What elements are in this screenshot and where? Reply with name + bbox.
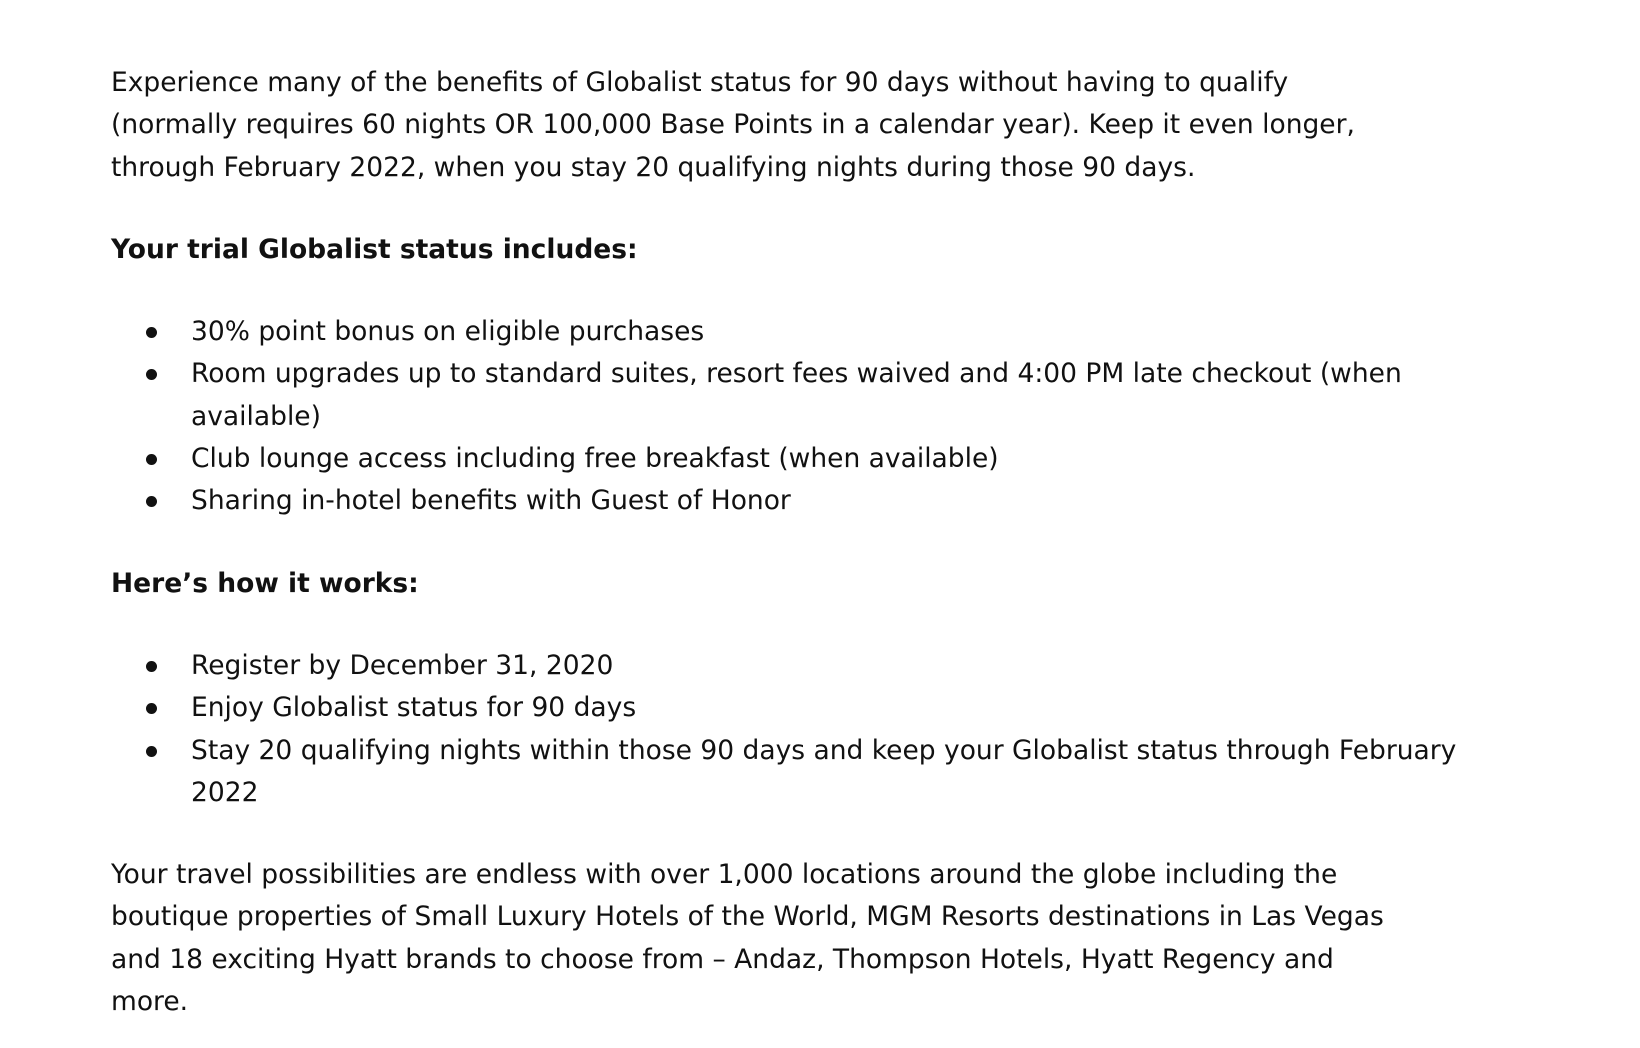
intro-paragraph: Experience many of the benefits of Globalist status for 90 days without having to qualify (normally requires 60 nights OR 100,000 Base Points in a calendar year). Keep it even longer, through February 2022, when you stay 20 qualifying nights during those 90 days.: [111, 67, 1355, 183]
list-item: Club lounge access including free breakfast (when available): [191, 438, 1491, 480]
closing-paragraph: Your travel possibilities are endless with over 1,000 locations around the globe including the boutique properties of Small Luxury Hotels of the World, MGM Resorts destinations in Las Vegas and 18 exciting Hyatt brands to choose from – Andaz, Thompson Hotels, Hyatt Regency and more.: [111, 859, 1384, 1018]
list-item: Sharing in-hotel benefits with Guest of Honor: [191, 480, 1491, 522]
list-item: Room upgrades up to standard suites, resort fees waived and 4:00 PM late checkout (when available): [191, 353, 1491, 438]
benefits-heading: Your trial Globalist status includes:: [111, 233, 638, 265]
list-item: Register by December 31, 2020: [191, 645, 1491, 687]
list-item: Enjoy Globalist status for 90 days: [191, 687, 1491, 729]
how-it-works-heading: Here’s how it works:: [111, 567, 419, 599]
how-it-works-list: [111, 645, 1491, 814]
offer-description: [111, 62, 1491, 1023]
list-item: 30% point bonus on eligible purchases: [191, 311, 1491, 353]
list-item: Stay 20 qualifying nights within those 90 days and keep your Globalist status through February 2022: [191, 730, 1491, 815]
benefits-list: [111, 311, 1491, 522]
